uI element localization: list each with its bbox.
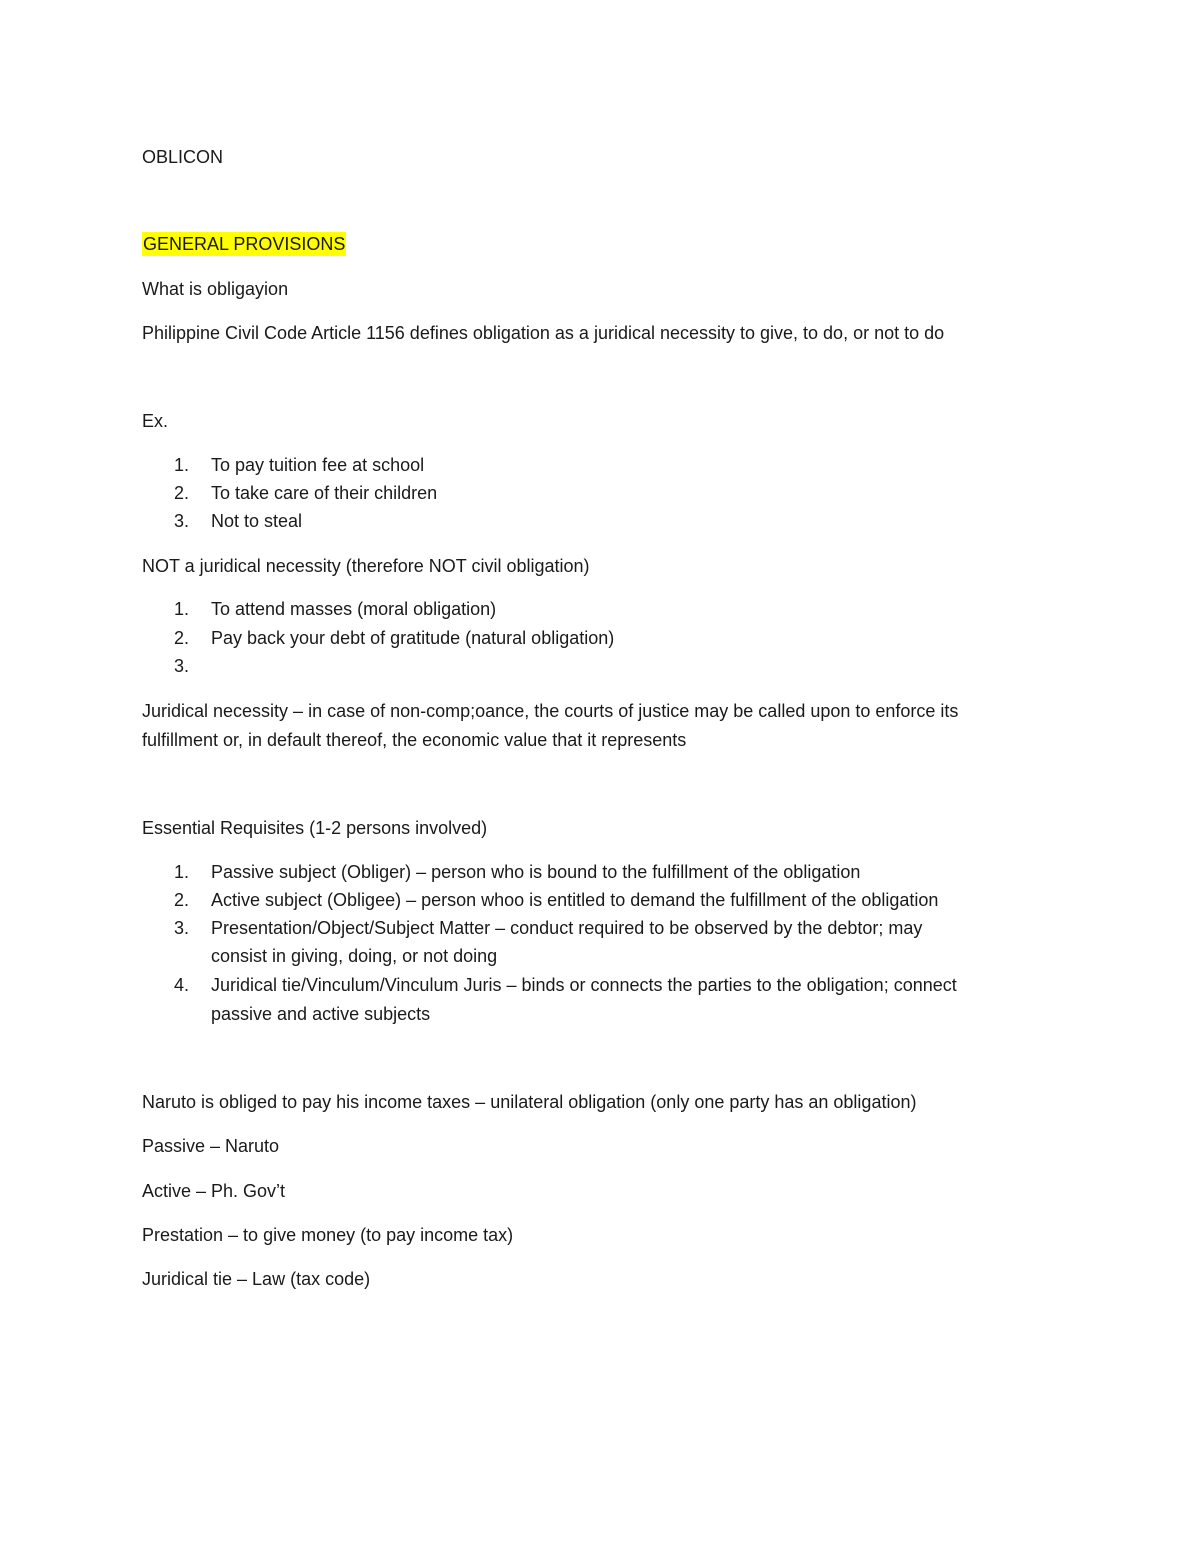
section-heading-highlight: GENERAL PROVISIONS xyxy=(143,234,346,254)
list-item-number: 2. xyxy=(174,483,190,503)
requisites-label: Essential Requisites (1-2 persons involved) xyxy=(142,818,488,838)
list-item-continuation: passive and active subjects xyxy=(211,1004,431,1024)
examples-label: Ex. xyxy=(142,411,169,431)
list-item: Pay back your debt of gratitude (natural obligation) xyxy=(211,628,615,648)
passive-text: Passive – Naruto xyxy=(142,1136,280,1156)
list-item: Active subject (Obligee) – person whoo is entitled to demand the fulfillment of the obligation xyxy=(211,890,939,910)
list-item-number: 3. xyxy=(174,656,190,676)
question-text: What is obligayion xyxy=(142,279,289,299)
list-item: To pay tuition fee at school xyxy=(211,455,425,475)
active-text: Active – Ph. Gov’t xyxy=(142,1181,286,1201)
list-item-number: 3. xyxy=(174,918,190,938)
not-juridical-label: NOT a juridical necessity (therefore NOT civil obligation) xyxy=(142,556,590,576)
list-item-number: 1. xyxy=(174,862,190,882)
list-item: Passive subject (Obliger) – person who is bound to the fulfillment of the obligation xyxy=(211,862,861,882)
list-item: Not to steal xyxy=(211,511,303,531)
definition-text: Philippine Civil Code Article 1156 defines obligation as a juridical necessity to give, to do, or not to do xyxy=(142,323,945,343)
list-item: To take care of their children xyxy=(211,483,438,503)
list-item-number: 2. xyxy=(174,628,190,648)
list-item: Presentation/Object/Subject Matter – conduct required to be observed by the debtor; may xyxy=(211,918,923,938)
document-title: OBLICON xyxy=(142,147,224,167)
list-item: To attend masses (moral obligation) xyxy=(211,599,497,619)
section-heading xyxy=(142,232,346,256)
list-item-continuation: consist in giving, doing, or not doing xyxy=(211,946,498,966)
juridical-necessity-line-1: Juridical necessity – in case of non-comp;oance, the courts of justice may be called upon to enforce its xyxy=(142,701,959,721)
example-case-text: Naruto is obliged to pay his income taxes – unilateral obligation (only one party has an obligation) xyxy=(142,1092,917,1112)
list-item-number: 1. xyxy=(174,455,190,475)
list-item: Juridical tie/Vinculum/Vinculum Juris – binds or connects the parties to the obligation; connect xyxy=(211,975,957,995)
list-item-number: 1. xyxy=(174,599,190,619)
list-item-number: 2. xyxy=(174,890,190,910)
juridical-tie-text: Juridical tie – Law (tax code) xyxy=(142,1269,371,1289)
prestation-text: Prestation – to give money (to pay income tax) xyxy=(142,1225,514,1245)
list-item-number: 4. xyxy=(174,975,190,995)
juridical-necessity-line-2: fulfillment or, in default thereof, the economic value that it represents xyxy=(142,730,687,750)
list-item-number: 3. xyxy=(174,511,190,531)
